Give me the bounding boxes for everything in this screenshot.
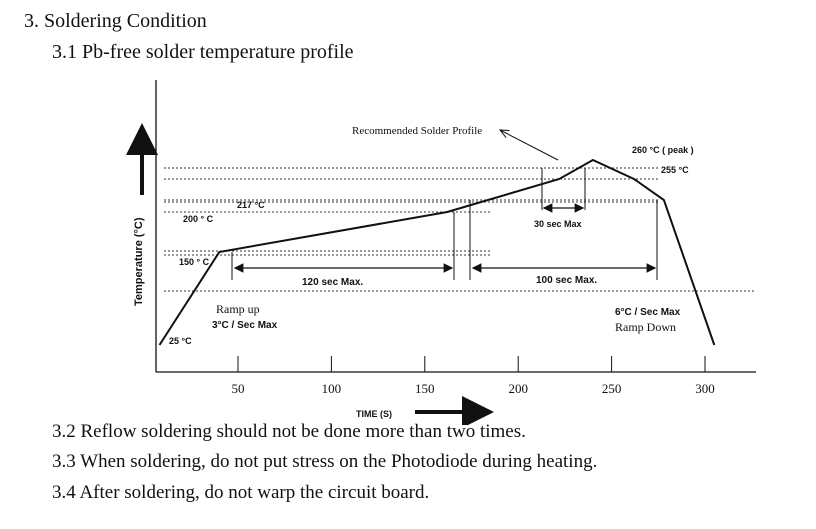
note-3-4: 3.4 After soldering, do not warp the circuit board. xyxy=(52,482,430,503)
temp-label-25: 25 °C xyxy=(169,336,192,346)
annotation-ramp-up: Ramp up xyxy=(216,302,260,316)
temp-label-150: 150 ° C xyxy=(179,257,210,267)
temp-label-200: 200 ° C xyxy=(183,214,214,224)
x-tick-label-50: 50 xyxy=(231,381,245,396)
x-tick-label-200: 200 xyxy=(508,381,528,396)
annotation-120s: 120 sec Max. xyxy=(302,277,364,288)
note-3-3: 3.3 When soldering, do not put stress on the Photodiode during heating. xyxy=(52,451,598,472)
annotation-ramp-up-rate: 3°C / Sec Max xyxy=(212,320,278,331)
annotation-100s: 100 sec Max. xyxy=(536,275,598,286)
chart-title: Recommended Solder Profile xyxy=(352,125,483,137)
annotation-ramp-down-rate: 6°C / Sec Max xyxy=(615,307,681,318)
annotation-30s: 30 sec Max xyxy=(534,219,582,229)
x-tick-label-100: 100 xyxy=(321,381,342,396)
y-axis-label: Temperature (°C) xyxy=(133,217,145,306)
x-tick-label-300: 300 xyxy=(695,381,715,396)
annotation-ramp-down: Ramp Down xyxy=(615,320,676,334)
section-subtitle: 3.1 Pb-free solder temperature profile xyxy=(52,41,354,63)
temp-label-217: 217 °C xyxy=(237,200,265,210)
x-tick-label-250: 250 xyxy=(601,381,622,396)
x-tick-group xyxy=(232,356,715,396)
temp-label-260: 260 °C ( peak ) xyxy=(632,145,694,155)
profile-pointer-arrow xyxy=(500,130,558,160)
temp-label-255: 255 °C xyxy=(661,165,689,175)
x-tick-label-150: 150 xyxy=(415,381,435,396)
note-3-2: 3.2 Reflow soldering should not be done more than two times. xyxy=(52,421,526,442)
section-title: 3. Soldering Condition xyxy=(24,10,207,32)
x-axis-label: TIME (S) xyxy=(356,409,392,419)
